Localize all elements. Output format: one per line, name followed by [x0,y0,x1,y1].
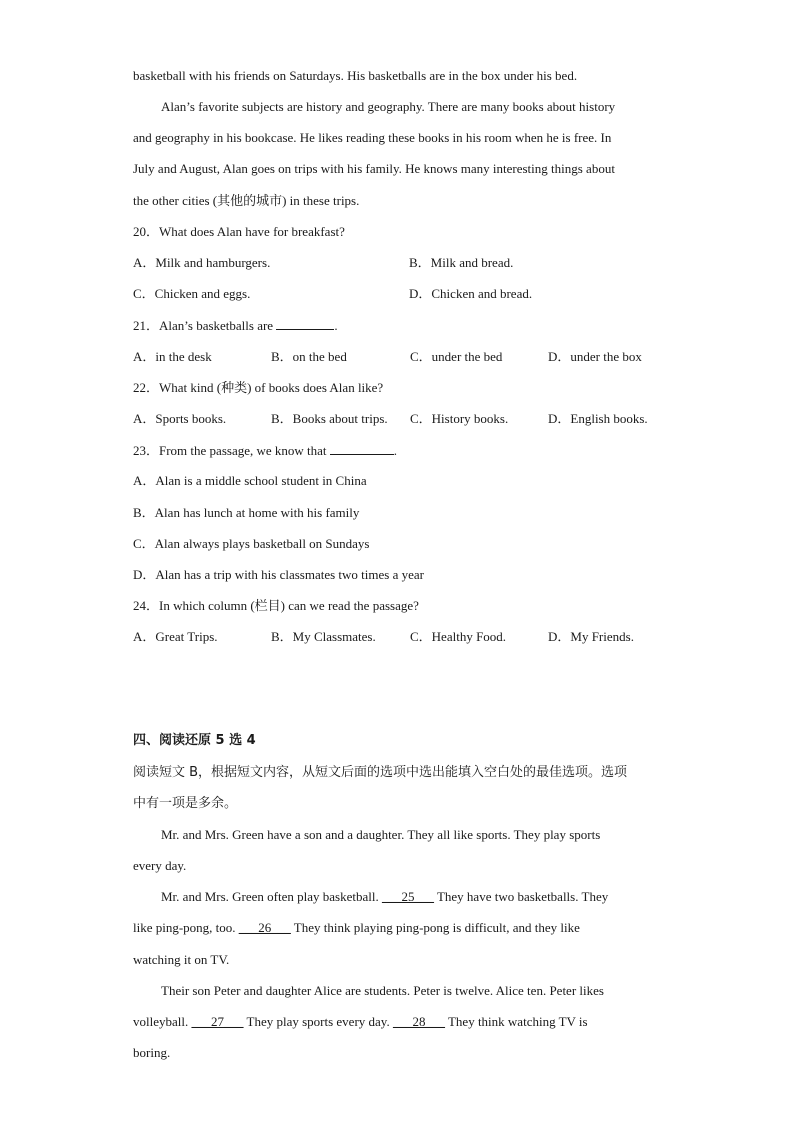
q21-option-c[interactable]: C．under the bed [410,349,503,364]
question-23-stem [133,441,397,460]
passage-b-line: Their son Peter and daughter Alice are students. Peter is twelve. Alice ten. Peter likes [161,983,604,998]
passage-b-text: volleyball. [133,1014,192,1029]
q21-option-a[interactable]: A．in the desk [133,349,212,364]
passage-line: the other cities (其他的城市) in these trips. [133,193,360,208]
section-heading: 四、阅读还原 5 选 4 [133,733,256,748]
passage-b-line: watching it on TV. [133,952,230,967]
passage-b-line [133,1013,588,1031]
passage-b-line [133,919,580,937]
passage-b-line: Mr. and Mrs. Green have a son and a daughter. They all like sports. They play sports [161,827,601,842]
q20-option-b[interactable]: B．Milk and bread. [409,255,514,270]
passage-b-line: boring. [133,1045,171,1060]
q22-option-c[interactable]: C．History books. [410,411,509,426]
q21-stem-text: 21．Alan’s basketballs are [133,318,277,333]
passage-line: Alan’s favorite subjects are history and geography. There are many books about history [161,99,616,114]
passage-line: basketball with his friends on Saturdays. His basketballs are in the box under his bed. [133,68,578,83]
passage-b-text: They have two basketballs. They [433,889,609,904]
q24-option-d[interactable]: D．My Friends. [548,629,634,644]
q22-option-b[interactable]: B．Books about trips. [271,411,388,426]
question-22-stem: 22．What kind (种类) of books does Alan like? [133,380,384,395]
passage-b-text: They play sports every day. [243,1014,393,1029]
passage-b-text: Mr. and Mrs. Green often play basketball. [161,889,382,904]
q23-stem-end: . [393,443,398,458]
q23-option-b[interactable]: B．Alan has lunch at home with his family [133,505,360,520]
q24-option-b[interactable]: B．My Classmates. [271,629,376,644]
q23-option-c[interactable]: C．Alan always plays basketball on Sundays [133,536,370,551]
passage-line: July and August, Alan goes on trips with his family. He knows many interesting things about [133,161,615,176]
question-21-stem [133,316,338,335]
passage-b-line [161,888,608,906]
q23-option-d[interactable]: D．Alan has a trip with his classmates two times a year [133,567,424,582]
section-instructions-cont: 中有一项是多余。 [133,796,238,811]
passage-line: and geography in his bookcase. He likes reading these books in his room when he is free. In [133,130,612,145]
q23-option-a[interactable]: A．Alan is a middle school student in China [133,473,367,488]
q20-option-d[interactable]: D．Chicken and bread. [409,286,533,301]
blank-25[interactable]: ___25___ [381,889,434,904]
q20-option-a[interactable]: A．Milk and hamburgers. [133,255,271,270]
section-instructions: 阅读短文 B，根据短文内容，从短文后面的选项中选出能填入空白处的最佳选项。选项 [133,765,628,780]
q20-option-c[interactable]: C．Chicken and eggs. [133,286,251,301]
question-24-stem: 24．In which column (栏目) can we read the passage? [133,598,419,613]
q23-stem-text: 23．From the passage, we know that [133,443,330,458]
passage-b-line: every day. [133,858,187,873]
q21-stem-end: . [334,318,338,333]
question-20-stem: 20．What does Alan have for breakfast? [133,224,345,239]
q23-answer-blank[interactable] [330,441,394,455]
passage-b-text: like ping-pong, too. [133,920,239,935]
q22-option-d[interactable]: D．English books. [548,411,648,426]
q24-option-a[interactable]: A．Great Trips. [133,629,218,644]
q21-option-d[interactable]: D．under the box [548,349,642,364]
q21-answer-blank[interactable] [276,316,334,330]
q22-option-a[interactable]: A．Sports books. [133,411,227,426]
passage-b-text: They think watching TV is [444,1014,588,1029]
q24-option-c[interactable]: C．Healthy Food. [410,629,507,644]
blank-26[interactable]: ___26___ [238,920,291,935]
passage-b-text: They think playing ping-pong is difficult, and they like [290,920,580,935]
q21-option-b[interactable]: B．on the bed [271,349,347,364]
blank-28[interactable]: ___28___ [392,1014,445,1029]
blank-27[interactable]: ___27___ [191,1014,244,1029]
